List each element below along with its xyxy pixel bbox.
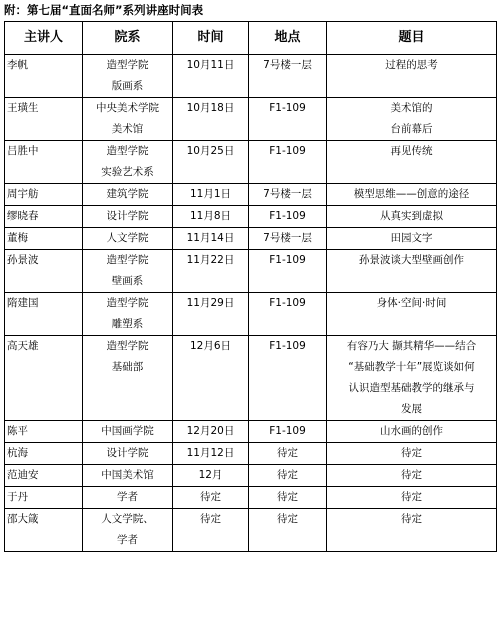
time-cell (173, 336, 249, 421)
department-line: 中央美术学院 (96, 102, 159, 114)
department-cell (83, 98, 173, 141)
department-line: 学者 (117, 534, 138, 546)
table-row (5, 55, 497, 98)
department-line: 学者 (117, 491, 138, 503)
topic-cell (327, 55, 497, 98)
table-row (5, 141, 497, 184)
location-cell (249, 509, 327, 552)
speaker-name: 孙景波 (7, 254, 39, 266)
topic-line: 待定 (401, 469, 422, 481)
time-cell (173, 228, 249, 250)
speaker-name: 李帆 (7, 59, 28, 71)
department-line: 人文学院 (106, 232, 149, 244)
time-value: 12月6日 (189, 340, 232, 352)
table-header-row (5, 22, 497, 55)
time-value: 11月29日 (186, 297, 235, 309)
speaker-name: 于丹 (7, 491, 28, 503)
speaker-cell (5, 250, 83, 293)
location-value: 待定 (277, 491, 298, 503)
speaker-cell (5, 55, 83, 98)
location-value: 待定 (277, 447, 298, 459)
speaker-cell (5, 206, 83, 228)
speaker-name: 陈平 (7, 425, 28, 437)
location-value: F1-109 (269, 297, 306, 309)
table-row (5, 206, 497, 228)
department-line: 设计学院 (106, 447, 149, 459)
time-value: 11月22日 (186, 254, 235, 266)
time-cell (173, 141, 249, 184)
speaker-cell (5, 228, 83, 250)
department-line: 造型学院 (106, 340, 149, 352)
table-row (5, 487, 497, 509)
location-value: 7号楼一层 (263, 59, 312, 71)
time-value: 12月20日 (186, 425, 235, 437)
location-cell (249, 293, 327, 336)
topic-line: 待定 (401, 447, 422, 459)
speaker-cell (5, 421, 83, 443)
location-cell (249, 487, 327, 509)
topic-cell (327, 250, 497, 293)
topic-line: 模型思维——创意的途径 (353, 188, 470, 200)
topic-line: 发展 (401, 403, 422, 415)
department-line: 造型学院 (106, 145, 149, 157)
location-cell (249, 206, 327, 228)
table-row (5, 228, 497, 250)
topic-cell (327, 293, 497, 336)
topic-line: 认识造型基础教学的继承与 (348, 382, 475, 394)
location-value: F1-109 (269, 340, 306, 352)
location-value: F1-109 (269, 425, 306, 437)
topic-line: 有容乃大 撷其精华——结合 (346, 340, 477, 352)
department-cell (83, 141, 173, 184)
topic-cell (327, 336, 497, 421)
time-cell (173, 293, 249, 336)
time-value: 10月18日 (186, 102, 235, 114)
department-cell (83, 465, 173, 487)
time-cell (173, 443, 249, 465)
topic-cell (327, 421, 497, 443)
location-cell (249, 336, 327, 421)
time-cell (173, 421, 249, 443)
topic-line: 再见传统 (390, 145, 433, 157)
department-line: 美术馆 (111, 123, 144, 135)
speaker-cell (5, 293, 83, 336)
department-cell (83, 184, 173, 206)
location-value: F1-109 (269, 210, 306, 222)
time-cell (173, 250, 249, 293)
header-speaker: 主讲人 (5, 22, 83, 55)
topic-cell (327, 228, 497, 250)
topic-line: 从真实到虚拟 (380, 210, 443, 222)
topic-cell (327, 184, 497, 206)
table-row (5, 336, 497, 421)
speaker-name: 缪晓春 (7, 210, 39, 222)
topic-line: 孙景波谈大型壁画创作 (359, 254, 464, 266)
speaker-name: 邵大箴 (7, 513, 39, 525)
topic-line: 身体·空间·时间 (376, 297, 447, 309)
topic-cell (327, 465, 497, 487)
department-line: 中国画学院 (101, 425, 154, 437)
header-department: 院系 (83, 22, 173, 55)
topic-line: 待定 (401, 491, 422, 503)
location-cell (249, 55, 327, 98)
department-cell (83, 336, 173, 421)
topic-line: 待定 (401, 513, 422, 525)
table-row (5, 98, 497, 141)
location-cell (249, 184, 327, 206)
time-cell (173, 55, 249, 98)
location-cell (249, 141, 327, 184)
location-cell (249, 228, 327, 250)
location-value: F1-109 (269, 102, 306, 114)
time-cell (173, 509, 249, 552)
department-line: 基础部 (111, 361, 144, 373)
time-cell (173, 206, 249, 228)
speaker-name: 杭海 (7, 447, 28, 459)
topic-cell (327, 141, 497, 184)
time-value: 11月14日 (186, 232, 235, 244)
department-line: 造型学院 (106, 59, 149, 71)
location-value: 待定 (277, 513, 298, 525)
speaker-cell (5, 98, 83, 141)
time-value: 12月 (198, 469, 223, 481)
speaker-name: 范迪安 (7, 469, 39, 481)
time-value: 11月12日 (186, 447, 235, 459)
table-row (5, 421, 497, 443)
table-row (5, 443, 497, 465)
header-location: 地点 (249, 22, 327, 55)
time-cell (173, 465, 249, 487)
header-time: 时间 (173, 22, 249, 55)
department-cell (83, 509, 173, 552)
topic-cell (327, 487, 497, 509)
department-line: 建筑学院 (106, 188, 149, 200)
topic-line: 美术馆的 (390, 102, 433, 114)
department-cell (83, 228, 173, 250)
time-cell (173, 487, 249, 509)
topic-cell (327, 509, 497, 552)
time-value: 10月11日 (186, 59, 235, 71)
location-value: F1-109 (269, 145, 306, 157)
time-value: 待定 (200, 513, 221, 525)
department-cell (83, 250, 173, 293)
time-value: 待定 (200, 491, 221, 503)
department-line: 设计学院 (106, 210, 149, 222)
topic-line: 田园文字 (390, 232, 433, 244)
speaker-cell (5, 465, 83, 487)
department-line: 人文学院、 (101, 513, 154, 525)
table-row (5, 509, 497, 552)
department-cell (83, 487, 173, 509)
location-cell (249, 421, 327, 443)
time-cell (173, 98, 249, 141)
table-row (5, 465, 497, 487)
time-value: 11月1日 (189, 188, 232, 200)
location-cell (249, 443, 327, 465)
speaker-cell (5, 443, 83, 465)
department-cell (83, 293, 173, 336)
location-cell (249, 98, 327, 141)
table-row (5, 293, 497, 336)
document-title: 附：第七届“直面名师”系列讲座时间表 (4, 3, 204, 17)
speaker-name: 高天雄 (7, 340, 39, 352)
speaker-cell (5, 141, 83, 184)
topic-line: 过程的思考 (385, 59, 438, 71)
department-line: 壁画系 (111, 275, 144, 287)
location-value: 待定 (277, 469, 298, 481)
location-cell (249, 465, 327, 487)
location-value: 7号楼一层 (263, 232, 312, 244)
department-cell (83, 206, 173, 228)
department-line: 版画系 (111, 80, 144, 92)
time-cell (173, 184, 249, 206)
table-row (5, 250, 497, 293)
department-line: 雕塑系 (111, 318, 144, 330)
location-value: 7号楼一层 (263, 188, 312, 200)
speaker-cell (5, 184, 83, 206)
speaker-cell (5, 509, 83, 552)
table-row (5, 184, 497, 206)
time-value: 10月25日 (186, 145, 235, 157)
department-line: 造型学院 (106, 254, 149, 266)
department-line: 造型学院 (106, 297, 149, 309)
speaker-name: 吕胜中 (7, 145, 39, 157)
topic-cell (327, 443, 497, 465)
table-body (5, 55, 497, 552)
location-value: F1-109 (269, 254, 306, 266)
speaker-name: 周宇舫 (7, 188, 39, 200)
lecture-schedule-table (4, 21, 497, 552)
department-cell (83, 55, 173, 98)
header-topic: 题目 (327, 22, 497, 55)
department-line: 中国美术馆 (101, 469, 154, 481)
speaker-cell (5, 487, 83, 509)
department-cell (83, 443, 173, 465)
topic-line: “基础教学十年”展览谈如何 (348, 361, 475, 373)
time-value: 11月8日 (189, 210, 232, 222)
topic-cell (327, 98, 497, 141)
location-cell (249, 250, 327, 293)
speaker-cell (5, 336, 83, 421)
topic-cell (327, 206, 497, 228)
topic-line: 台前幕后 (390, 123, 433, 135)
department-line: 实验艺术系 (101, 166, 154, 178)
topic-line: 山水画的创作 (380, 425, 443, 437)
speaker-name: 隋建国 (7, 297, 39, 309)
speaker-name: 董梅 (7, 232, 28, 244)
speaker-name: 王璜生 (7, 102, 39, 114)
department-cell (83, 421, 173, 443)
